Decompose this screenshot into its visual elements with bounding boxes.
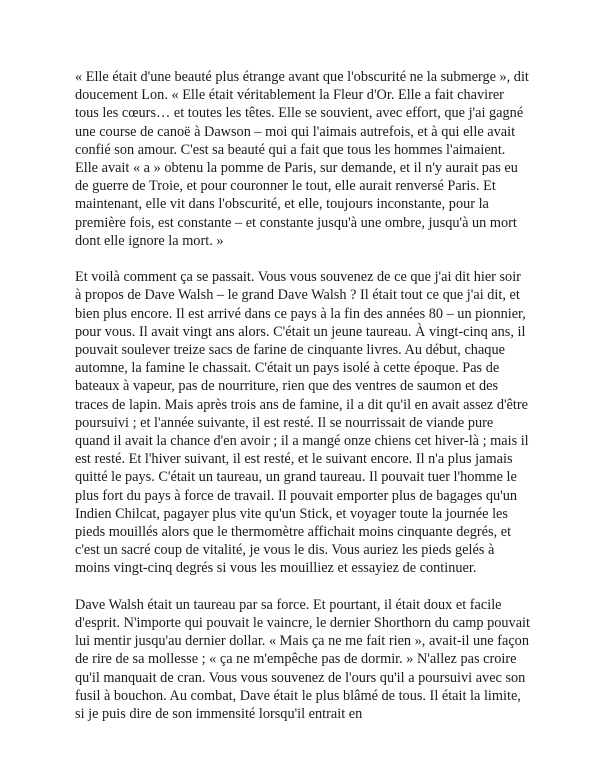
paragraph-2: Et voilà comment ça se passait. Vous vous souvenez de ce que j'ai dit hier soir à propos de Dave Walsh – le grand Dave Walsh ? Il était tout ce que j'ai dit, et bien plus encore. Il est arrivé dans ce pays à la fin des années 80 – un pionnier, pour vous. Il avait vingt ans alors. C'était un jeune taureau. À vingt-cinq ans, il pouvait soulever treize sacs de farine de cinquante livres. Au début, chaque automne, la famine le chassait. C'était un pays isolé à cette époque. Pas de bateaux à vapeur, pas de nourriture, rien que des ventres de saumon et des traces de lapin. Mais après trois ans de famine, il a dit qu'il en avait assez d'être poursuivi ; et l'année suivante, il est resté. Il se nourrissait de viande pure quand il avait la chance d'en avoir ; il a mangé onze chiens cet hiver-là ; mais il est resté. Et l'hiver suivant, il est resté, et le suivant encore. Il n'a plus jamais quitté le pays. C'était un taureau, un grand taureau. Il pouvait tuer l'homme le plus fort du pays à force de travail. Il pouvait emporter plus de bagages qu'un Indien Chilcat, pagayer plus vite qu'un Stick, et voyager toute la journée les pieds mouillés alors que le thermomètre affichait moins cinquante degrés, et c'est un sacré coup de vitalité, je vous le dis. Vous auriez les pieds gelés à moins vingt-cinq degrés si vous les mouilliez et essayiez de continuer. bbox=[75, 269, 529, 577]
paragraph-1: « Elle était d'une beauté plus étrange avant que l'obscurité ne la submerge », dit doucement Lon. « Elle était véritablement la Fleur d'Or. Elle a fait chavirer tous les cœurs… et toutes les têtes. Elle se souvient, avec effort, que j'ai gagné une course de canoë à Dawson – moi qui l'aimais autrefois, et à qui elle avait confié son amour. C'est sa beauté qui a fait que tous les hommes l'aimaient. Elle avait « a » obtenu la pomme de Paris, sur demande, et il n'y aurait pas eu de guerre de Troie, et pour couronner le tout, elle aurait renversé Paris. Et maintenant, elle vit dans l'obscurité, et elle, toujours inconstante, pour la première fois, est constante – et constante jusqu'à une ombre, jusqu'à un mort dont elle ignore la mort. » bbox=[75, 69, 529, 249]
document-page bbox=[75, 68, 530, 723]
paragraph-3: Dave Walsh était un taureau par sa force. Et pourtant, il était doux et facile d'esprit. N'importe qui pouvait le vaincre, le dernier Shorthorn du camp pouvait lui mentir jusqu'au dernier dollar. « Mais ça ne me fait rien », avait-il une façon de rire de sa mollesse ; « ça ne m'empêche pas de dormir. » N'allez pas croire qu'il manquait de cran. Vous vous souvenez de l'ours qu'il a poursuivi avec son fusil à bouchon. Au combat, Dave était le plus blâmé de tous. Il était la limite, si je puis dire de son immensité lorsqu'il entrait en bbox=[75, 596, 530, 723]
